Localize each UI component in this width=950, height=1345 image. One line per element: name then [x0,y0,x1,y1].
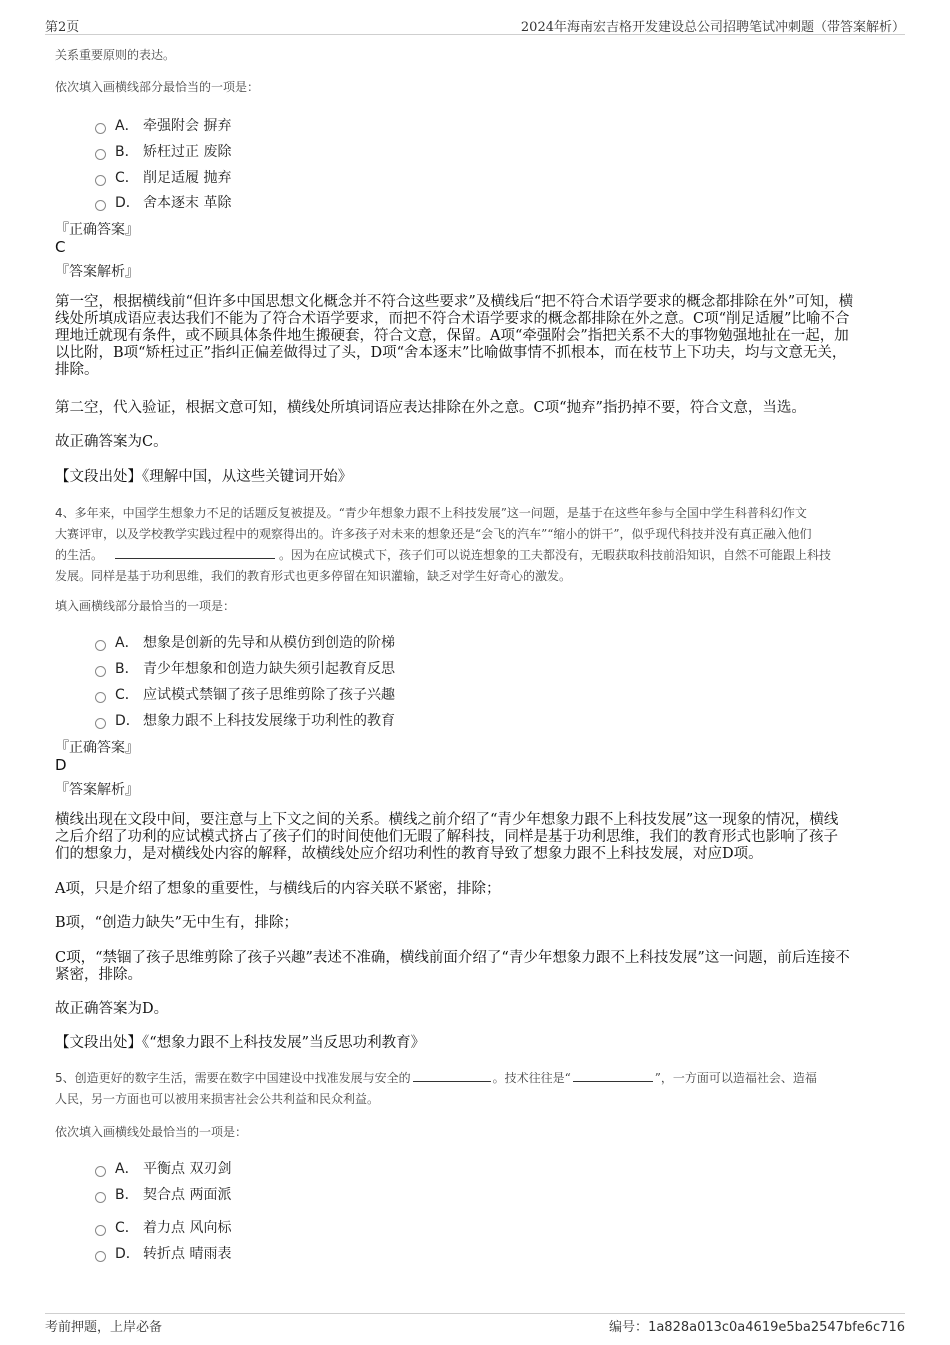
radio-icon[interactable] [95,1192,106,1203]
q3-answer: C [55,238,66,256]
radio-icon[interactable] [95,200,106,211]
radio-icon[interactable] [95,1251,106,1262]
q4-analysis-label: 『答案解析』 [55,782,139,798]
q4-analysis-conclusion: 故正确答案为D。 [55,1001,169,1017]
q4-option-b[interactable]: B． 青少年想象和创造力缺失须引起教育反思 [95,658,395,678]
page-header [45,14,905,35]
q4-analysis-option-c: C项，“禁锢了孩子思维剪除了孩子兴趣”表述不准确，横线前面介绍了“青少年想象力跟不上科技发展”这一问题，前后连接不 紧密，排除。 [55,950,850,983]
radio-icon[interactable] [95,1166,106,1177]
q3-analysis-conclusion: 故正确答案为C。 [55,434,168,450]
q4-analysis-option-b: B项，“创造力缺失”无中生有，排除； [55,915,298,931]
q4-answer: D [55,756,67,774]
radio-icon[interactable] [95,666,106,677]
footer-slogan: 考前押题，上岸必备 [45,1320,163,1335]
radio-icon[interactable] [95,175,106,186]
q4-blank [115,546,275,559]
q5-option-c[interactable]: C． 着力点 风向标 [95,1217,231,1237]
q5-blank-1 [413,1069,491,1082]
q3-option-c[interactable]: C． 削足适履 抛弃 [95,167,231,187]
q5-prompt: 依次填入画横线处最恰当的一项是： [55,1125,248,1139]
q3-analysis-paragraph-1: 第一空，根据横线前“但许多中国思想文化概念并不符合这些要求”及横线后“把不符合术语学要求的概念都排除在外”可知，横 线处所填成语应表达我们不能为了符合术语学要求，而把不符合术语学要求的概念都排除在外之意。C项“削足适履”比喻不合 理地迁就现有条件，或不顾具体条件地生搬硬套，符合文意，保留。A项“牵强附会”指把关系不大的事物勉强地扯在一起，加 以比附，B项“矫枉过正”指纠正偏差做得过了头，D项“舍本逐末”比喻做事情不抓根本，而在枝节上下功夫，均与文意无关， 排除。 [55,294,854,378]
q3-option-a[interactable]: A． 牵强附会 摒弃 [95,115,231,135]
q4-option-d[interactable]: D． 想象力跟不上科技发展缘于功利性的教育 [95,710,395,730]
q4-prompt: 填入画横线部分最恰当的一项是： [55,599,236,613]
q4-stem: 4、多年来，中国学生想象力不足的话题反复被提及。“青少年想象力跟不上科技发展”这一问题，是基于在这些年参与全国中学生科普科幻作文 大赛评审，以及学校教学实践过程中的观察得出的。许多孩子对未来的想象还是“会飞的汽车”“缩小的饼干”，似乎现代科技并没有真正融入他们 的生活。 。因为在应试模式下，孩子们可以说连想象的工夫都没有，无暇获取科技前沿知识，自然不可能跟上科技 发展。同样是基于功利思维，我们的教育形式也更多停留在知识灌输，缺乏对学生好奇心的激发。 [55,506,832,583]
q3-option-d[interactable]: D． 舍本逐末 革除 [95,192,231,212]
q5-option-a[interactable]: A． 平衡点 双刃剑 [95,1158,231,1178]
q3-continuation: 关系重要原则的表达。 [55,48,176,62]
q4-source: 【文段出处】《“想象力跟不上科技发展”当反思功利教育》 [55,1035,426,1051]
radio-icon[interactable] [95,1225,106,1236]
radio-icon[interactable] [95,123,106,134]
q5-option-b[interactable]: B． 契合点 两面派 [95,1184,231,1204]
page-number: 第2页 [45,20,80,35]
radio-icon[interactable] [95,149,106,160]
q5-option-d[interactable]: D． 转折点 晴雨表 [95,1243,231,1263]
q4-option-a[interactable]: A． 想象是创新的先导和从模仿到创造的阶梯 [95,632,395,652]
radio-icon[interactable] [95,718,106,729]
q4-analysis-paragraph-1: 横线出现在文段中间，要注意与上下文之间的关系。横线之前介绍了“青少年想象力跟不上科技发展”这一现象的情况，横线 之后介绍了功利的应试模式挤占了孩子们的时间使他们无暇了解科技，同样是基于功利思维，我们的教育形式也影响了孩子 们的想象力，是对横线处内容的解释，故横线处应介绍功利性的教育导致了想象力跟不上科技发展，对应D项。 [55,812,839,862]
q5-stem: 5、创造更好的数字生活，需要在数字中国建设中找准发展与安全的 。技术往往是“ ”，一方面可以造福社会、造福 人民，另一方面也可以被用来损害社会公共利益和民众利益。 [55,1071,817,1106]
q3-answer-label: 『正确答案』 [55,222,139,238]
q5-blank-2 [573,1069,653,1082]
document-code: 编号：1a828a013c0a4619e5ba2547bfe6c716 [609,1320,905,1335]
q3-analysis-label: 『答案解析』 [55,264,139,280]
page-footer [45,1313,905,1338]
q4-analysis-option-a: A项，只是介绍了想象的重要性，与横线后的内容关联不紧密，排除； [55,881,501,897]
q3-option-b[interactable]: B． 矫枉过正 废除 [95,141,231,161]
q3-analysis-paragraph-2: 第二空，代入验证，根据文意可知，横线处所填词语应表达排除在外之意。C项“抛弃”指扔掉不要，符合文意，当选。 [55,400,806,416]
q4-answer-label: 『正确答案』 [55,740,139,756]
radio-icon[interactable] [95,640,106,651]
q4-option-c[interactable]: C． 应试模式禁锢了孩子思维剪除了孩子兴趣 [95,684,395,704]
document-title: 2024年海南宏吉格开发建设总公司招聘笔试冲刺题（带答案解析） [520,20,905,35]
q3-prompt: 依次填入画横线部分最恰当的一项是： [55,80,260,94]
radio-icon[interactable] [95,692,106,703]
q3-source: 【文段出处】《理解中国，从这些关键词开始》 [55,469,353,485]
